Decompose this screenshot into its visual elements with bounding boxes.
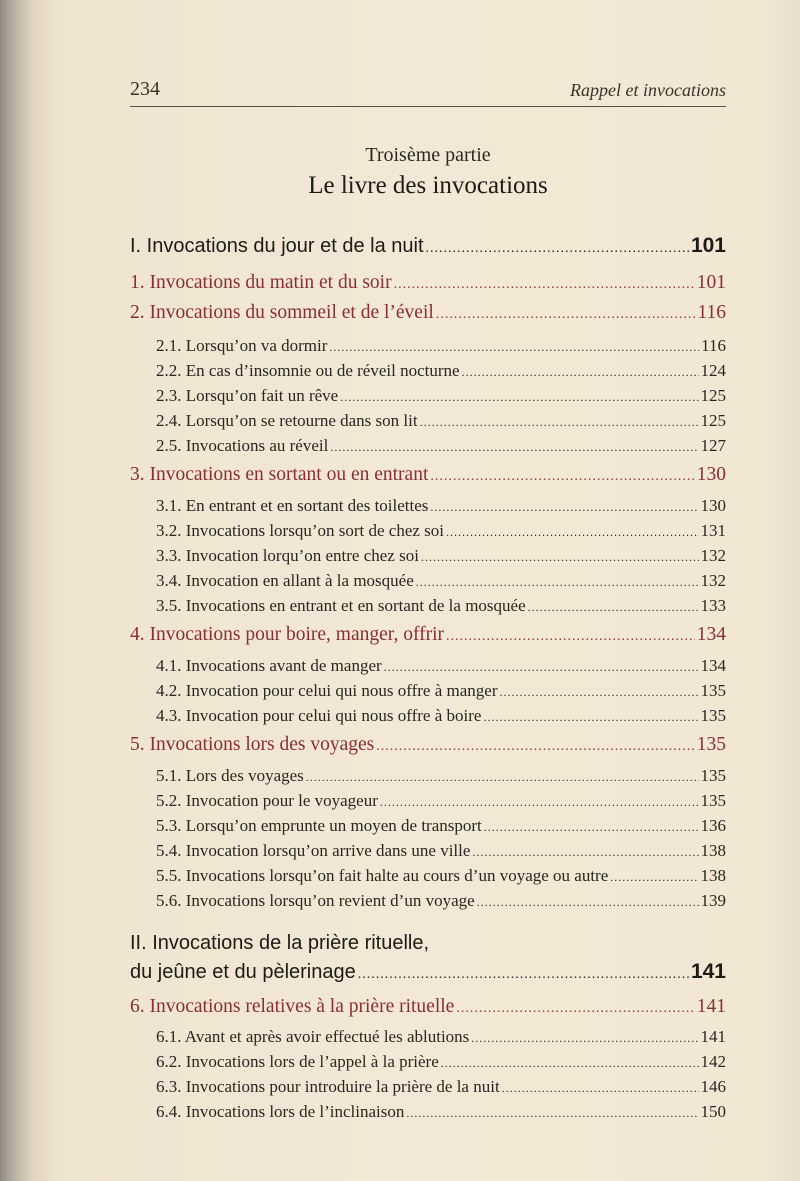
toc-section-title: 5.2. Invocation pour le voyageur — [156, 791, 378, 810]
toc-section-title: 5.3. Lorsqu’on emprunte un moyen de transport — [156, 816, 482, 835]
dot-leader — [421, 550, 699, 565]
toc-page-number: 136 — [700, 816, 726, 835]
toc-page-number: 130 — [696, 464, 726, 485]
toc-section — [156, 336, 726, 356]
toc-page-number: 135 — [700, 681, 726, 700]
toc-section — [156, 1102, 726, 1122]
toc-page-number: 142 — [700, 1052, 726, 1071]
dot-leader — [499, 685, 698, 700]
toc-section — [156, 411, 726, 431]
toc-chapter-6 — [130, 996, 726, 1018]
toc-section — [156, 546, 726, 566]
toc-section — [156, 681, 726, 701]
dot-leader — [330, 440, 698, 455]
dot-leader — [528, 600, 699, 615]
dot-leader — [430, 469, 694, 485]
dot-leader — [420, 415, 699, 430]
dot-leader — [502, 1081, 699, 1096]
toc-chapter-title: 4. Invocations pour boire, manger, offrir — [130, 624, 445, 645]
toc-section-title: 6.1. Avant et après avoir effectué les ablutions — [156, 1027, 470, 1046]
toc-section — [156, 596, 726, 616]
toc-page-number: 134 — [696, 624, 726, 645]
toc-section-title: 2.4. Lorsqu’on se retourne dans son lit — [156, 411, 418, 430]
dot-leader — [340, 390, 698, 405]
toc-section — [156, 496, 726, 516]
running-title: Rappel et invocations — [570, 80, 726, 100]
toc-section-title: 2.3. Lorsqu’on fait un rêve — [156, 386, 339, 405]
toc-page-number: 101 — [690, 234, 726, 257]
dot-leader — [472, 845, 698, 860]
toc-section-title: 3.3. Invocation lorqu’on entre chez soi — [156, 546, 419, 565]
toc-page-number: 124 — [700, 361, 726, 380]
toc-section-title: 4.3. Invocation pour celui qui nous offre à boire — [156, 706, 482, 725]
toc-page-number: 134 — [700, 656, 726, 675]
toc-page-number: 141 — [696, 996, 726, 1017]
toc-section — [156, 866, 726, 886]
dot-leader — [394, 277, 695, 293]
toc-section-title: 2.5. Invocations au réveil — [156, 436, 329, 455]
toc-section-title: 5.1. Lors des voyages — [156, 766, 304, 785]
toc-section-title: 5.5. Invocations lorsqu’on fait halte au cours d’un voyage ou autre — [156, 866, 609, 885]
toc-section — [156, 436, 726, 456]
dot-leader — [380, 795, 699, 810]
toc-section — [156, 841, 726, 861]
toc-section — [156, 521, 726, 541]
toc-page-number: 135 — [700, 766, 726, 785]
dot-leader — [456, 1001, 694, 1017]
toc-section — [156, 791, 726, 811]
dot-leader — [384, 660, 699, 675]
dot-leader — [471, 1031, 698, 1046]
toc-chapter-1 — [130, 272, 726, 294]
toc-page-number: 150 — [700, 1102, 726, 1121]
toc-part-title: I. Invocations du jour et de la nuit — [130, 235, 424, 257]
dot-leader — [484, 820, 699, 835]
toc-page-number: 132 — [700, 546, 726, 565]
dot-leader — [426, 241, 689, 257]
dot-leader — [406, 1106, 698, 1121]
toc-chapter-title: 3. Invocations en sortant ou en entrant — [130, 464, 429, 485]
toc-section — [156, 891, 726, 911]
toc-page-number: 116 — [697, 302, 726, 323]
toc-chapter-title: 2. Invocations du sommeil et de l’éveil — [130, 302, 434, 323]
toc-page-number: 125 — [700, 386, 726, 405]
dot-leader — [358, 967, 689, 983]
toc-section — [156, 766, 726, 786]
toc-page-number: 141 — [690, 960, 726, 983]
dot-leader — [610, 870, 698, 885]
toc-section-title: 6.3. Invocations pour introduire la prière de la nuit — [156, 1077, 500, 1096]
dot-leader — [306, 770, 699, 785]
dot-leader — [441, 1056, 699, 1071]
page-number: 234 — [130, 78, 160, 100]
toc-section-title: 6.2. Invocations lors de l’appel à la prière — [156, 1052, 439, 1071]
toc-section-title: 4.2. Invocation pour celui qui nous offre à manger — [156, 681, 498, 700]
toc-chapter-3 — [130, 464, 726, 486]
toc-section-title: 3.4. Invocation en allant à la mosquée — [156, 571, 414, 590]
toc-section — [156, 656, 726, 676]
toc-section — [156, 571, 726, 591]
toc-section — [156, 386, 726, 406]
toc-section-title: 3.1. En entrant et en sortant des toilettes — [156, 496, 429, 515]
running-header — [130, 78, 726, 107]
dot-leader — [430, 500, 698, 515]
toc-part-2-line-1: II. Invocations de la prière rituelle, — [130, 932, 430, 954]
toc-page-number: 132 — [700, 571, 726, 590]
toc-page-number: 135 — [696, 734, 726, 755]
toc-page-number: 135 — [700, 791, 726, 810]
toc-section-title: 2.2. En cas d’insomnie ou de réveil nocturne — [156, 361, 460, 380]
dot-leader — [477, 895, 699, 910]
dot-leader — [436, 307, 696, 323]
toc-page-number: 133 — [700, 596, 726, 615]
toc-section-title: 6.4. Invocations lors de l’inclinaison — [156, 1102, 405, 1121]
toc-chapter-4 — [130, 624, 726, 646]
dot-leader — [446, 629, 695, 645]
toc-section-title: 4.1. Invocations avant de manger — [156, 656, 382, 675]
toc-section-title: 3.5. Invocations en entrant et en sortant de la mosquée — [156, 596, 526, 615]
toc-page-number: 127 — [700, 436, 726, 455]
toc-section — [156, 1052, 726, 1072]
dot-leader — [446, 525, 699, 540]
toc-part-2 — [130, 960, 726, 984]
toc-page-number: 125 — [700, 411, 726, 430]
toc-chapter-title: 5. Invocations lors des voyages — [130, 734, 375, 755]
toc-page-number: 141 — [700, 1027, 726, 1046]
part-label: Troisème partie — [365, 144, 491, 166]
toc-page-number: 135 — [700, 706, 726, 725]
dot-leader — [376, 739, 695, 755]
toc-page-number: 138 — [700, 866, 726, 885]
toc-page-number: 138 — [700, 841, 726, 860]
toc-section-title: 5.4. Invocation lorsqu’on arrive dans une ville — [156, 841, 471, 860]
toc-section — [156, 1077, 726, 1097]
toc-page-number: 131 — [700, 521, 726, 540]
toc-section — [156, 816, 726, 836]
toc-chapter-5 — [130, 734, 726, 756]
toc-chapter-title: 1. Invocations du matin et du soir — [130, 272, 392, 293]
toc-page-number: 130 — [700, 496, 726, 515]
toc-chapter-2 — [130, 302, 726, 324]
toc-part-title: du jeûne et du pèlerinage — [130, 961, 356, 983]
toc-page-number: 116 — [701, 336, 726, 355]
dot-leader — [416, 575, 699, 590]
dot-leader — [462, 365, 699, 380]
toc-page-number: 139 — [700, 891, 726, 910]
toc-page-number: 101 — [696, 272, 726, 293]
dot-leader — [483, 710, 698, 725]
part-title: Le livre des invocations — [308, 172, 548, 199]
toc-section — [156, 1027, 726, 1047]
toc-section — [156, 361, 726, 381]
toc-part-1 — [130, 234, 726, 258]
toc-section-title: 2.1. Lorsqu’on va dormir — [156, 336, 328, 355]
toc-chapter-title: 6. Invocations relatives à la prière rituelle — [130, 996, 455, 1017]
toc-section — [156, 706, 726, 726]
toc-page-number: 146 — [700, 1077, 726, 1096]
dot-leader — [329, 340, 699, 355]
toc-section-title: 5.6. Invocations lorsqu’on revient d’un voyage — [156, 891, 475, 910]
toc-section-title: 3.2. Invocations lorsqu’on sort de chez soi — [156, 521, 444, 540]
